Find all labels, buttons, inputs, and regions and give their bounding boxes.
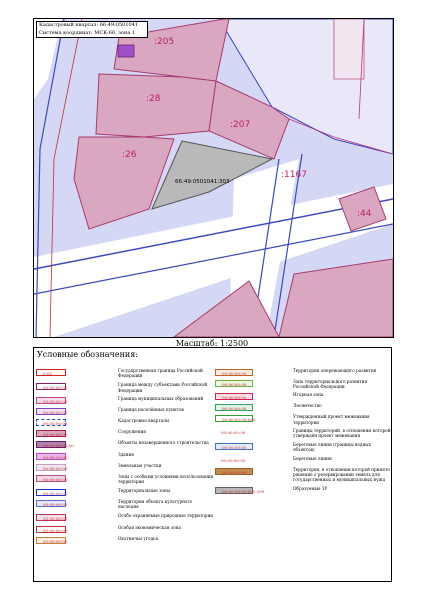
legend <box>33 347 392 582</box>
legend-title: Условные обозначения: <box>37 350 138 359</box>
legend-code: 00:00:00:00 <box>43 538 68 544</box>
legend-description: Здания <box>118 451 134 457</box>
legend-code: 00:00:00:00 <box>43 465 68 471</box>
legend-description: Земельные участки <box>118 462 162 468</box>
legend-symbol <box>36 419 66 426</box>
legend-symbol <box>36 408 66 415</box>
legend-symbol <box>36 383 66 390</box>
legend-symbol <box>36 464 66 471</box>
legend-item <box>36 463 214 471</box>
legend-item <box>36 368 214 378</box>
legend-symbol <box>215 404 253 411</box>
legend-code: 00:00:00:00:000:399 <box>222 489 265 495</box>
legend-symbol <box>36 537 66 544</box>
label-28: :28 <box>146 94 161 104</box>
legend-item <box>36 382 214 392</box>
legend-code: 00:00:00:00 <box>222 445 247 451</box>
legend-symbol <box>215 380 253 387</box>
legend-code: 00:00:00:00 <box>221 429 246 435</box>
legend-code: 00:00:00:00 <box>222 382 247 387</box>
legend-item <box>36 440 214 448</box>
label-26: :26 <box>122 150 137 160</box>
label-207: :207 <box>230 120 251 130</box>
legend-item <box>36 513 214 521</box>
legend-symbol <box>215 487 265 495</box>
legend-code: 00:00:00:00 <box>221 457 246 463</box>
legend-item <box>215 428 391 438</box>
legend-description: Территория, в отношении которой принято решение о резервировании земель для государственных и муниципальных нужд <box>293 466 390 483</box>
legend-symbol <box>36 475 66 482</box>
legend-item <box>215 379 391 389</box>
legend-item <box>215 442 391 452</box>
legend-code: 00:00:00:00 <box>222 371 247 376</box>
legend-code: 00:00:00:00 <box>43 491 68 497</box>
legend-item <box>215 368 391 376</box>
legend-description: Граница населённых пунктов <box>118 406 184 412</box>
legend-item <box>36 452 214 460</box>
legend-item <box>36 536 214 544</box>
legend-description: Игорная зона <box>293 392 324 398</box>
building <box>118 45 134 57</box>
label-44: :44 <box>357 209 372 219</box>
legend-description: Территория объекта культурного наследия <box>118 499 193 510</box>
legend-description: Кадастровые кварталы <box>118 417 170 423</box>
parcel-28[interactable] <box>96 74 216 137</box>
legend-symbol <box>36 526 66 533</box>
label-1167: :1167 <box>281 170 307 180</box>
legend-item <box>36 396 214 404</box>
legend-item <box>215 456 391 464</box>
legend-symbol <box>215 393 253 400</box>
legend-code: 00:00:00:00 <box>43 502 68 508</box>
legend-symbol <box>36 489 66 496</box>
legend-item <box>36 418 214 426</box>
legend-item <box>36 429 214 437</box>
legend-symbol <box>36 500 66 507</box>
legend-description: Утвержденный проект межевания территории <box>293 414 370 425</box>
legend-description: Территориальные зоны <box>118 488 171 494</box>
legend-symbol <box>215 468 253 475</box>
legend-symbol <box>215 415 256 423</box>
legend-item <box>215 403 391 411</box>
legend-description: Образуемые ЗУ <box>293 486 328 492</box>
legend-description: Объекты незавершенного строительства <box>118 439 209 445</box>
legend-description: Охотничьи угодья <box>118 535 159 541</box>
cadastral-map[interactable] <box>33 18 394 338</box>
legend-code: 00:00:00:00 <box>43 398 68 404</box>
legend-code: 00:00:00:00 <box>222 395 247 401</box>
legend-code: 00:00:00:00 <box>43 409 68 415</box>
scale-text: Масштаб: 1:2500 <box>175 339 249 348</box>
legend-code: 00:00:00:00:00 <box>43 442 74 448</box>
legend-description: Граница между субъектами Российской Федерации <box>118 382 208 393</box>
legend-item <box>36 525 214 533</box>
legend-description: Территория опережающего развития <box>293 368 377 373</box>
legend-description: Лесничество <box>293 403 322 409</box>
legend-item <box>215 414 391 424</box>
legend-code: 00:00:00:00 <box>43 454 68 460</box>
legend-symbol <box>215 369 253 376</box>
legend-right-column <box>215 368 391 497</box>
legend-item <box>36 474 214 484</box>
coordinate-system-text: Система координат: МСК-66, зона 1 <box>39 29 136 36</box>
legend-code: 00:00:00:00 <box>43 385 68 391</box>
legend-description: Зона территориального развития Российской Федерации <box>293 379 368 390</box>
legend-symbol <box>36 514 66 521</box>
legend-description: Особая экономическая зона <box>118 524 181 530</box>
legend-code: 00:00:00:00 <box>43 515 68 521</box>
label-selected-parcel: 66:49:0501041:303 <box>175 179 230 185</box>
legend-description: Сооружения <box>118 428 146 434</box>
legend-code: 00:00:00:00 <box>43 431 68 437</box>
label-205: :205 <box>154 37 175 47</box>
legend-item <box>36 407 214 415</box>
legend-item <box>36 499 214 509</box>
map-canvas <box>34 19 393 337</box>
legend-code: 00:00:00:00 <box>43 420 68 426</box>
legend-left-column <box>36 368 214 547</box>
legend-item <box>36 488 214 496</box>
legend-code: 0:00 <box>43 371 52 376</box>
legend-description: Зоны с особыми условиями использования территории <box>118 473 214 485</box>
legend-symbol <box>215 429 253 436</box>
cadastral-quarter-text: Кадастровый квартал: 66:49:0501041 <box>39 22 139 28</box>
legend-symbol <box>36 430 66 437</box>
legend-symbol <box>36 369 66 376</box>
legend-description: Государственная граница Российской Федерации <box>118 368 203 379</box>
legend-code: 00:00:00:00 <box>43 476 68 482</box>
map-info-box <box>36 21 148 38</box>
legend-symbol <box>36 453 66 460</box>
legend-symbol <box>215 457 253 464</box>
legend-description: Береговые линии (границы водных объектов) <box>293 442 371 453</box>
legend-item <box>215 392 391 400</box>
legend-description: Границы территорий, в отношении которой утверждён проект межевания <box>293 427 391 439</box>
legend-code: 00:00:00:00 <box>43 527 68 533</box>
legend-code: 00:00:00:00 <box>222 406 247 412</box>
legend-code: 00:00:00:00 <box>222 469 247 475</box>
legend-symbol <box>215 443 253 450</box>
legend-description: Граница муниципальных образований <box>118 395 204 401</box>
legend-description: Особо охраняемые природные территории <box>118 512 214 518</box>
legend-item <box>215 467 391 483</box>
legend-description: Береговые линии <box>293 455 332 461</box>
legend-symbol <box>36 441 74 448</box>
legend-code: 00:00:00:00:000 <box>222 417 256 423</box>
legend-symbol <box>36 397 66 404</box>
legend-item <box>215 486 391 494</box>
